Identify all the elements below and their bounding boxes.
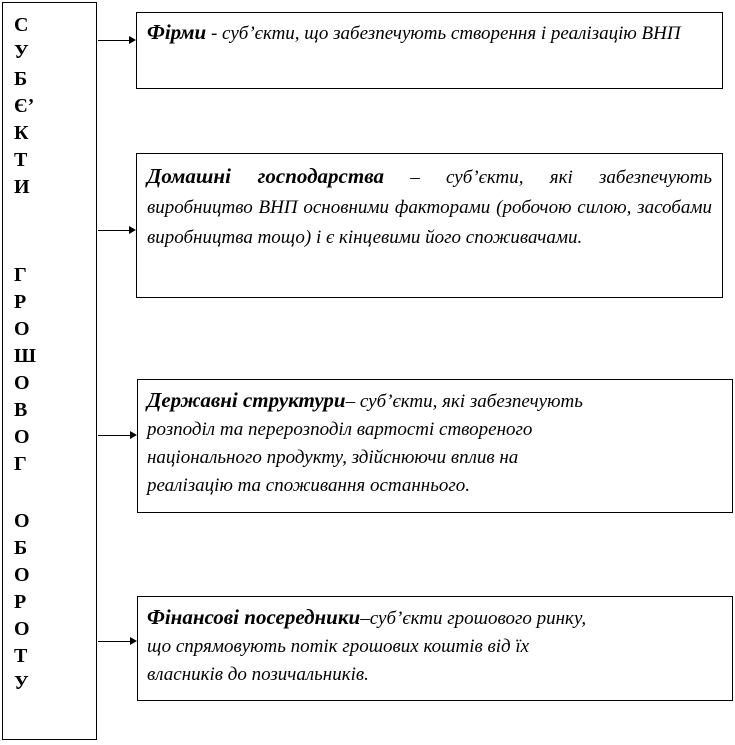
vertical-letter: С (14, 14, 29, 36)
government-text-line: розподіл та перерозподіл вартості створеного (147, 419, 533, 440)
vertical-letter: О (14, 318, 30, 340)
government-text-line: – суб’єкти, які забезпечують (345, 391, 583, 412)
government-description (147, 386, 726, 500)
firms-box (136, 12, 723, 89)
vertical-letter: В (14, 399, 28, 421)
financial-text-line: власників до позичальників. (147, 664, 369, 685)
government-box (137, 379, 733, 513)
vertical-letter: Р (14, 591, 27, 613)
vertical-letter: Р (14, 291, 27, 313)
vertical-letter: У (14, 41, 29, 63)
arrow-head-icon (130, 431, 137, 439)
financial-text-line: –суб’єкти грошового ринку, (360, 608, 587, 629)
vertical-letter: Г (14, 453, 27, 475)
vertical-letter: Б (14, 537, 28, 559)
vertical-letter: О (14, 426, 30, 448)
vertical-letter: Є’ (14, 95, 35, 117)
financial-text-line: що спрямовують потік грошових коштів від їх (147, 636, 530, 657)
vertical-letter: О (14, 564, 30, 586)
vertical-letter: Т (14, 645, 28, 667)
arrow-head-icon (129, 36, 136, 44)
vertical-letter: О (14, 618, 30, 640)
firms-description (147, 19, 712, 47)
vertical-letter: У (14, 672, 29, 694)
vertical-letter: О (14, 510, 30, 532)
vertical-letter: Б (14, 68, 28, 90)
households-text: – суб’єкти, які забезпечують виробництво ВНП основними факторами (робочою силою, засобами виробництва тощо) і є кінцевими його споживачами. (147, 167, 712, 248)
government-term: Державні структури (147, 388, 346, 412)
financial-intermediaries-description (147, 603, 726, 689)
vertical-letter: Т (14, 149, 28, 171)
firms-text: - суб’єкти, що забезпечують створення і реалізацію ВНП (206, 23, 681, 44)
vertical-letter: И (14, 176, 30, 198)
vertical-letter: Г (14, 264, 27, 286)
connector-line (98, 435, 131, 436)
financial-intermediaries-box (137, 596, 733, 701)
households-term: Домашні господарства (147, 164, 384, 188)
government-text-line: національного продукту, здійснюючи вплив на (147, 447, 519, 468)
arrow-head-icon (129, 226, 136, 234)
vertical-letter: О (14, 372, 30, 394)
subjects-column-box (2, 2, 97, 740)
financial-intermediaries-term: Фінансові посередники (147, 605, 361, 629)
households-description (147, 161, 712, 253)
connector-line (98, 230, 130, 231)
arrow-head-icon (130, 637, 137, 645)
government-text-line: реалізацію та споживання останнього. (147, 475, 471, 496)
vertical-letter: Ш (14, 345, 36, 367)
firms-term: Фірми (147, 20, 207, 44)
households-box (136, 153, 723, 298)
vertical-letter: К (14, 122, 29, 144)
connector-line (98, 40, 130, 41)
connector-line (98, 641, 131, 642)
